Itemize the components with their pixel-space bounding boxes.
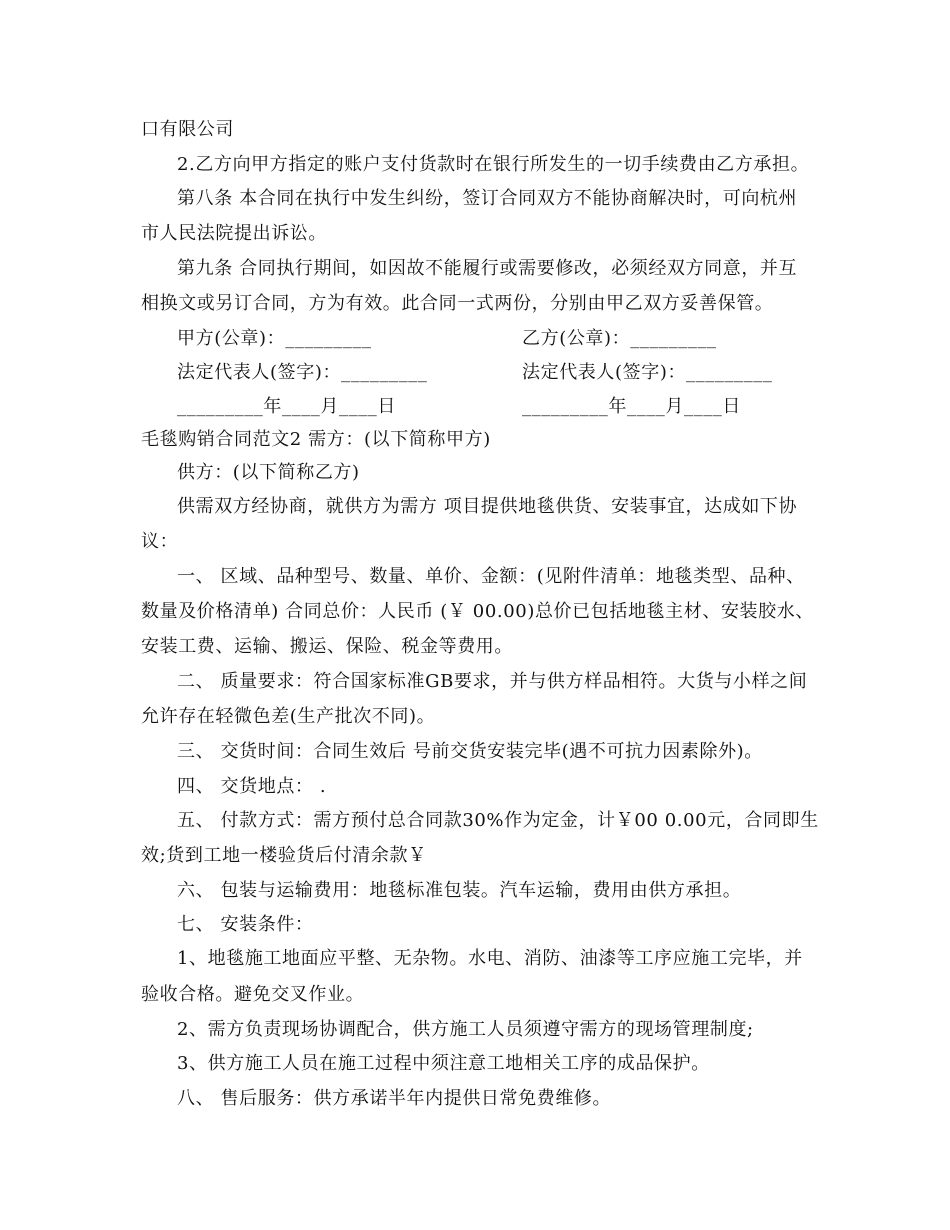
text-line: 2.乙方向甲方指定的账户支付货款时在银行所发生的一切手续费由乙方承担。 <box>177 154 810 175</box>
section-title: 毛毯购销合同范文2 需方：(以下简称甲方) <box>141 429 491 450</box>
text-line: 五、 付款方式：需方预付总合同款30%作为定金，计￥00 0.00元，合同即生 <box>177 810 819 831</box>
text-line: 七、 安装条件： <box>177 914 314 935</box>
party-a-date: _________年____月____日 <box>177 396 396 417</box>
text-line: 允许存在轻微色差(生产批次不同)。 <box>141 706 436 727</box>
text-line: 第九条 合同执行期间，如因故不能履行或需要修改，必须经双方同意，并互 <box>177 258 798 279</box>
text-line: 八、 售后服务：供方承诺半年内提供日常免费维修。 <box>177 1088 612 1109</box>
text-line: 口有限公司 <box>141 119 234 140</box>
text-line: 相换文或另订合同，方为有效。此合同一式两份，分别由甲乙双方妥善保管。 <box>141 293 774 314</box>
text-line: 一、 区域、品种型号、数量、单价、金额：(见附件清单：地毯类型、品种、 <box>177 566 805 587</box>
party-b-representative: 法定代表人(签字)：_________ <box>522 362 773 383</box>
text-line: 验收合格。避免交叉作业。 <box>141 984 365 1005</box>
text-line: 安装工费、运输、搬运、保险、税金等费用。 <box>141 636 513 657</box>
party-b-date: _________年____月____日 <box>522 396 741 417</box>
text-line: 市人民法院提出诉讼。 <box>141 223 327 244</box>
text-line: 第八条 本合同在执行中发生纠纷，签订合同双方不能协商解决时，可向杭州 <box>177 188 798 209</box>
text-line: 供方：(以下简称乙方) <box>177 462 360 483</box>
text-line: 三、 交货时间：合同生效后 号前交货安装完毕(遇不可抗力因素除外)。 <box>177 741 763 762</box>
text-line: 1、地毯施工地面应平整、无杂物。水电、消防、油漆等工序应施工完毕，并 <box>177 948 803 969</box>
text-line: 议： <box>141 531 179 552</box>
text-line: 数量及价格清单) 合同总价：人民币 (￥ 00.00)总价已包括地毯主材、安装胶水、 <box>141 601 814 622</box>
text-line: 3、供方施工人员在施工过程中须注意工地相关工序的成品保护。 <box>177 1053 710 1074</box>
text-line: 六、 包装与运输费用：地毯标准包装。汽车运输，费用由供方承担。 <box>177 880 742 901</box>
party-a-representative: 法定代表人(签字)：_________ <box>177 362 428 383</box>
text-line: 四、 交货地点： . <box>177 776 327 797</box>
text-line: 2、需方负责现场协调配合，供方施工人员须遵守需方的现场管理制度; <box>177 1019 754 1040</box>
party-b-seal: 乙方(公章)：_________ <box>522 328 717 349</box>
text-line: 效;货到工地一楼验货后付清余款￥ <box>141 845 427 866</box>
party-a-seal: 甲方(公章)：_________ <box>177 328 372 349</box>
text-line: 供需双方经协商，就供方为需方 项目提供地毯供货、安装事宜，达成如下协 <box>177 496 798 517</box>
text-line: 二、 质量要求：符合国家标准GB要求，并与供方样品相符。大货与小样之间 <box>177 671 808 692</box>
